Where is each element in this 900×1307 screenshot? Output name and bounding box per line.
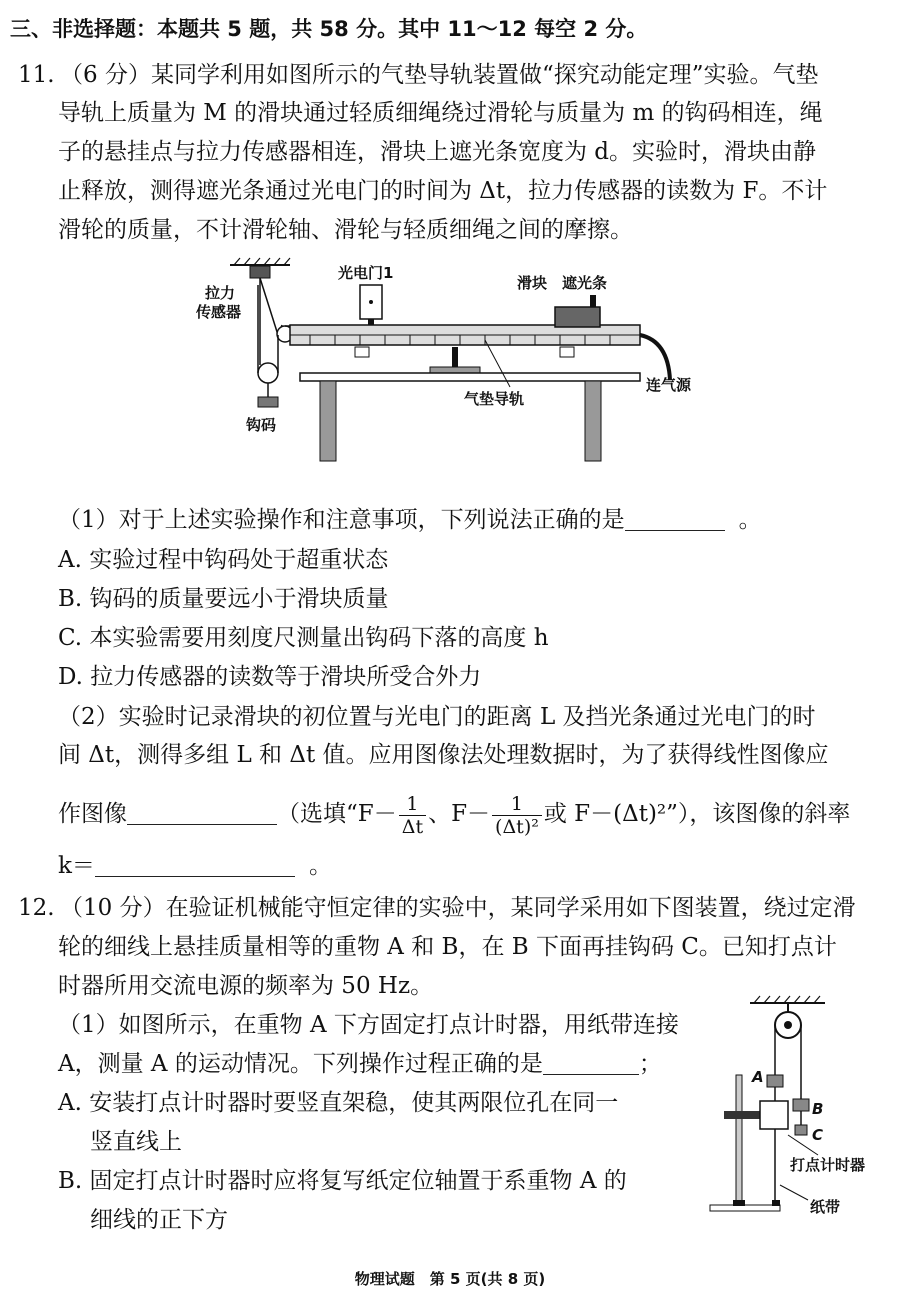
q11-option-c: C. 本实验需要用刻度尺测量出钩码下落的高度 h — [58, 625, 549, 651]
q12-line-3: 时器所用交流电源的频率为 50 Hz。 — [58, 973, 434, 999]
q11-line-4: 止释放，测得遮光条通过光电门的时间为 Δt，拉力传感器的读数为 F。不计 — [58, 178, 828, 204]
q11-sub1-stem: （1）对于上述实验操作和注意事项，下列说法正确的是 — [58, 507, 625, 533]
q11-sub2-pre: 作图像 — [58, 801, 127, 827]
movable-pulley-icon — [258, 363, 278, 383]
q11-sub2-choose: （选填“F－ — [277, 801, 397, 827]
stand-rod — [736, 1075, 742, 1205]
label-timer: 打点计时器 — [790, 1156, 866, 1174]
q11-sub2-line-2: 间 Δt，测得多组 L 和 Δt 值。应用图像法处理数据时，为了获得线性图像应 — [58, 742, 829, 768]
hook-weight-icon — [258, 397, 278, 407]
force-sensor-icon — [250, 266, 270, 278]
q12-line-1: （10 分）在验证机械能守恒定律的实验中，某同学采用如下图装置，绕过定滑 — [60, 895, 856, 921]
table-leg-right — [585, 381, 601, 461]
table-top — [300, 373, 640, 381]
section-header: 三、非选择题：本题共 5 题，共 58 分。其中 11～12 每空 2 分。 — [10, 17, 648, 41]
q11-line-1: （6 分）某同学利用如图所示的气垫导轨装置做“探究动能定理”实验。气垫 — [60, 62, 819, 88]
q11-sub2-sep1: 、F－ — [428, 801, 491, 827]
weight-c-icon — [795, 1125, 807, 1135]
air-track-figure — [190, 255, 710, 475]
q12-sub1-line-2: A，测量 A 的运动情况。下列操作过程正确的是 ； — [58, 1051, 662, 1077]
q11-option-d: D. 拉力传感器的读数等于滑块所受合外力 — [58, 664, 482, 690]
q11-line-2: 导轨上质量为 M 的滑块通过轻质细绳绕过滑轮与质量为 m 的钩码相连，绳 — [58, 100, 823, 126]
q11-sub2-line-4 — [58, 851, 332, 881]
q12-option-b-1: B. 固定打点计时器时应将复写纸定位轴置于系重物 A 的 — [58, 1168, 627, 1194]
label-c: C — [812, 1126, 824, 1144]
q11-sub2-blank-1[interactable] — [127, 802, 277, 825]
q11-line-5: 滑轮的质量，不计滑轮轴、滑轮与轻质细绳之间的摩擦。 — [58, 217, 633, 243]
label-slider: 滑块 — [517, 274, 548, 292]
weight-a-icon — [767, 1075, 783, 1087]
q11-sub2-end: 。 — [308, 853, 332, 879]
shade-strip-icon — [590, 295, 596, 307]
page-footer: 物理试题 第 5 页(共 8 页) — [354, 1270, 546, 1288]
label-sensor-2: 传感器 — [196, 303, 242, 321]
q12-option-a-2: 竖直线上 — [90, 1129, 182, 1155]
label-a: A — [752, 1068, 764, 1086]
label-shade: 遮光条 — [562, 274, 608, 292]
q11-sub1-end: 。 — [738, 507, 762, 533]
q12-sub1-blank[interactable] — [543, 1052, 639, 1075]
weight-b-icon — [793, 1099, 809, 1111]
q11-sub2-blank-2[interactable] — [95, 854, 295, 877]
q12-number: 12. — [18, 895, 55, 921]
q11-k-label: k＝ — [58, 853, 95, 879]
timer-icon — [760, 1101, 788, 1129]
q11-sub1-blank[interactable] — [625, 508, 725, 531]
slider-icon — [555, 307, 600, 327]
label-tape: 纸带 — [810, 1198, 841, 1216]
q11-option-b: B. 钩码的质量要远小于滑块质量 — [58, 586, 389, 612]
q11-option-a: A. 实验过程中钩码处于超重状态 — [58, 547, 389, 573]
label-air-source: 连气源 — [646, 376, 692, 394]
label-b: B — [812, 1100, 824, 1118]
fraction-1: $\frac{1}{\Delta t}$ — [399, 793, 426, 838]
q12-option-a-1: A. 安装打点计时器时要竖直架稳，使其两限位孔在同一 — [58, 1090, 619, 1116]
q11-number: 11. — [18, 62, 55, 88]
q12-sub1-line-1: （1）如图所示，在重物 A 下方固定打点计时器，用纸带连接 — [58, 1012, 679, 1038]
label-photogate: 光电门1 — [338, 264, 394, 282]
label-rail: 气垫导轨 — [464, 390, 525, 408]
q11-sub2-line-3 — [58, 789, 850, 839]
table-leg-left — [320, 381, 336, 461]
q11-sub2-sep2: 或 F－(Δt)²”），该图像的斜率 — [543, 801, 851, 827]
q11-line-3: 子的悬挂点与拉力传感器相连，滑块上遮光条宽度为 d。实验时，滑块由静 — [58, 139, 817, 165]
label-sensor-1: 拉力 — [205, 284, 236, 302]
q11-sub1 — [58, 505, 762, 535]
fraction-2: $\frac{1}{\text{(Δt)²}}$ — [492, 793, 542, 838]
q11-sub2-line-1: （2）实验时记录滑块的初位置与光电门的距离 L 及挡光条通过光电门的时 — [58, 704, 816, 730]
label-weight: 钩码 — [246, 416, 277, 434]
pulley-timer-figure — [700, 995, 880, 1225]
q12-line-2: 轮的细线上悬挂质量相等的重物 A 和 B，在 B 下面再挂钩码 C。已知打点计 — [58, 934, 837, 960]
q12-option-b-2: 细线的正下方 — [90, 1207, 228, 1233]
